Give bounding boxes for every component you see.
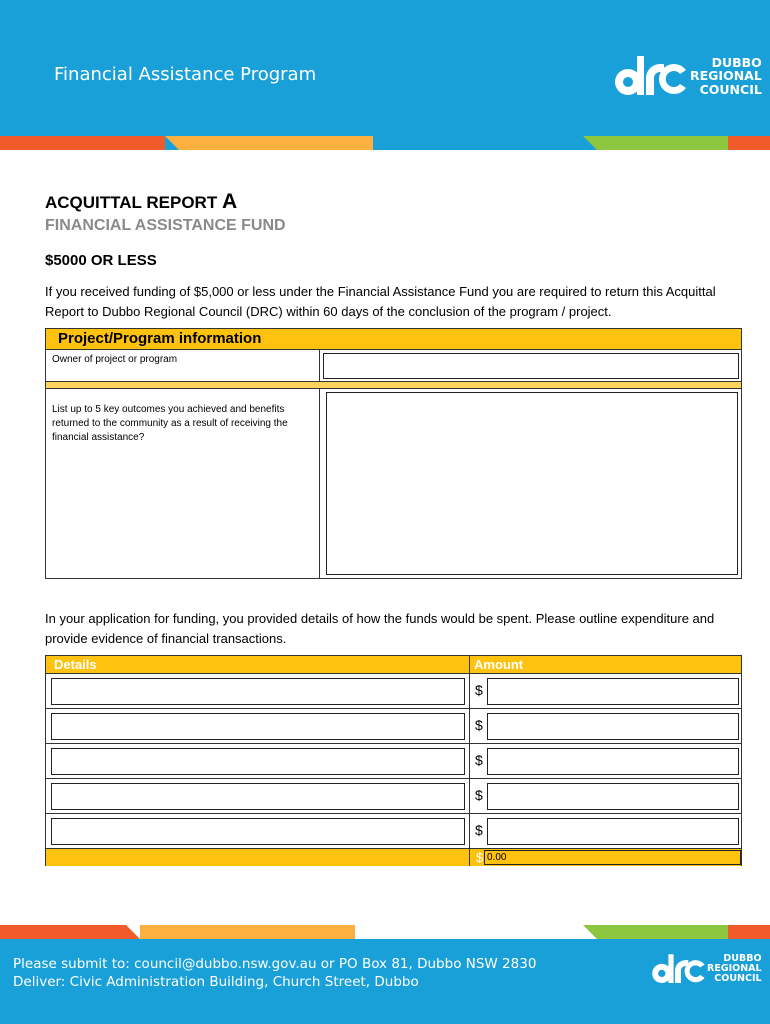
logo-text xyxy=(690,56,762,95)
details-input-4[interactable] xyxy=(51,783,465,810)
logo-line-2: REGIONAL xyxy=(690,68,762,84)
amount-column-header: Amount xyxy=(474,657,524,672)
project-info-table xyxy=(45,328,742,579)
details-column-header: Details xyxy=(54,657,97,672)
table-row xyxy=(46,744,741,779)
currency-symbol: $ xyxy=(475,787,483,803)
amount-input-2[interactable] xyxy=(487,713,739,740)
amount-input-3[interactable] xyxy=(487,748,739,775)
currency-symbol: $ xyxy=(475,682,483,698)
details-input-3[interactable] xyxy=(51,748,465,775)
footer-stripe-orange-right xyxy=(728,925,770,939)
details-input-2[interactable] xyxy=(51,713,465,740)
table-row xyxy=(46,814,741,849)
total-amount-field: 0.00 xyxy=(484,850,741,865)
intro-paragraph: If you received funding of $5,000 or less under the Financial Assistance Fund you are required to return this Acquittal Report to Dubbo Regional Council (DRC) within 60 days of the conclusion of the program / project. xyxy=(45,284,716,319)
amount-heading: $5000 OR LESS xyxy=(45,252,157,269)
owner-row xyxy=(46,350,741,382)
footer-submit-line: Please submit to: council@dubbo.nsw.gov.au or PO Box 81, Dubbo NSW 2830 xyxy=(13,956,537,972)
currency-symbol: $ xyxy=(475,822,483,838)
table-spacer-row xyxy=(46,382,741,389)
footer-logo-text xyxy=(707,954,762,984)
details-input-1[interactable] xyxy=(51,678,465,705)
logo-line-3: COUNCIL xyxy=(699,81,762,97)
document-title-text: ACQUITTAL REPORT xyxy=(45,193,218,212)
page-header xyxy=(0,0,770,150)
footer-logo-line-1: DUBBO xyxy=(723,953,762,965)
table-row xyxy=(46,709,741,744)
footer-stripe-green xyxy=(583,925,728,939)
document-subtitle: FINANCIAL ASSISTANCE FUND xyxy=(45,217,286,234)
total-currency-symbol: $ xyxy=(476,850,484,865)
outcomes-row xyxy=(46,389,741,579)
logo-line-1: DUBBO xyxy=(711,55,762,71)
document-title xyxy=(45,190,237,214)
owner-input[interactable] xyxy=(323,353,739,379)
amount-input-1[interactable] xyxy=(487,678,739,705)
header-stripe-orange-right xyxy=(728,136,770,150)
footer-logo xyxy=(650,949,762,989)
footer-stripe-orange xyxy=(0,925,140,939)
owner-label: Owner of project or program xyxy=(46,350,320,381)
amount-input-4[interactable] xyxy=(487,783,739,810)
table-row xyxy=(46,674,741,709)
drc-logo-icon xyxy=(650,949,706,989)
amount-input-5[interactable] xyxy=(487,818,739,845)
header-stripe-orange xyxy=(0,136,165,150)
header-stripe-yellow xyxy=(165,136,373,150)
header-title: Financial Assistance Program xyxy=(54,64,317,85)
column-divider xyxy=(469,656,470,866)
project-info-heading: Project/Program information xyxy=(46,329,741,350)
outcomes-label: List up to 5 key outcomes you achieved and benefits returned to the community as a result of receiving the financial assistance? xyxy=(46,389,320,579)
footer-deliver-line: Deliver: Civic Administration Building, Church Street, Dubbo xyxy=(13,974,419,990)
expenditure-intro: In your application for funding, you provided details of how the funds would be spent. Please outline expenditure and provide evidence of financial transactions. xyxy=(45,611,715,646)
expenditure-table xyxy=(45,655,742,866)
footer-logo-line-3: COUNCIL xyxy=(714,972,762,984)
footer-text xyxy=(13,955,536,991)
footer-logo-line-2: REGIONAL xyxy=(707,963,762,975)
council-logo xyxy=(612,50,762,102)
details-input-5[interactable] xyxy=(51,818,465,845)
currency-symbol: $ xyxy=(475,752,483,768)
total-row xyxy=(46,849,741,866)
document-title-letter: A xyxy=(221,190,238,213)
currency-symbol: $ xyxy=(475,717,483,733)
outcomes-textarea[interactable] xyxy=(326,392,738,575)
footer-stripe-yellow xyxy=(140,925,355,939)
expenditure-header xyxy=(46,656,741,674)
header-stripe-green xyxy=(583,136,728,150)
drc-logo-icon xyxy=(612,50,688,102)
table-row xyxy=(46,779,741,814)
